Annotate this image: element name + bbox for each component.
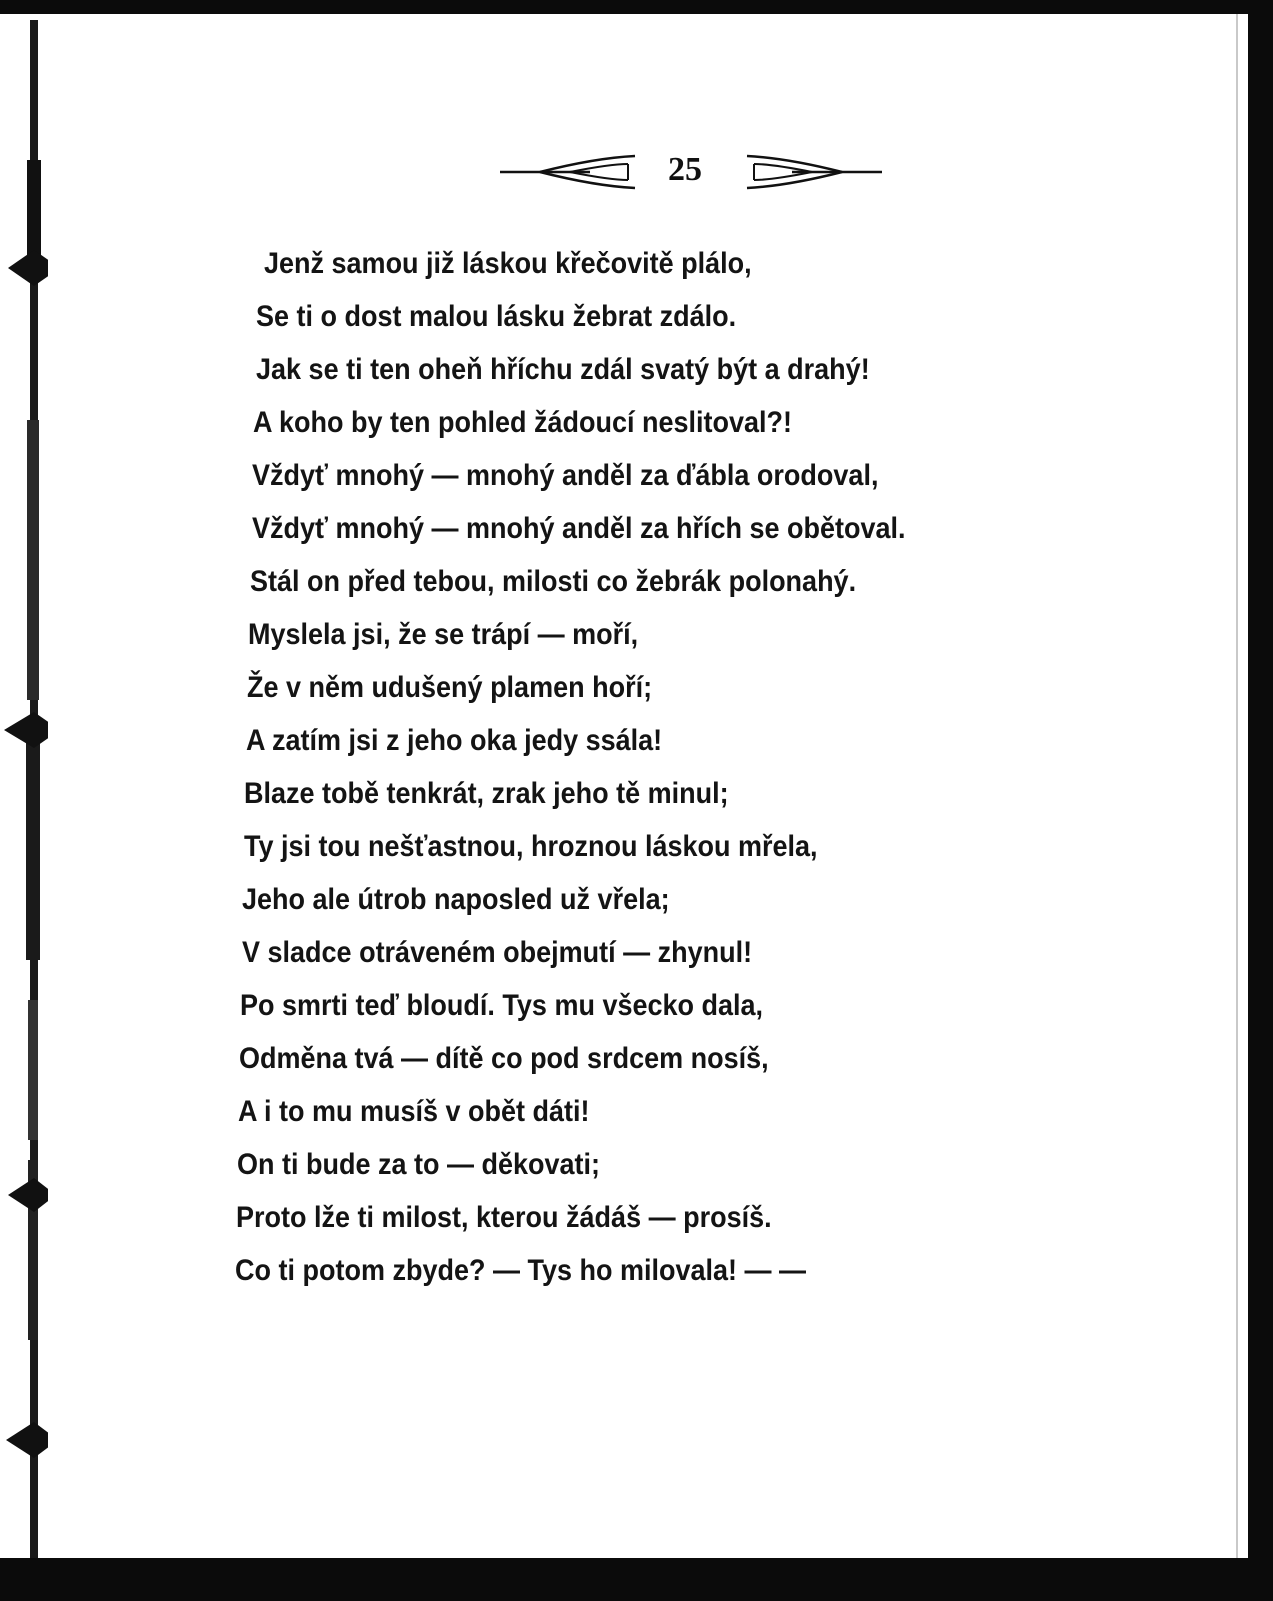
poem-line: Jak se ti ten oheň hříchu zdál svatý být a drahý! [256,353,870,386]
poem-line: Ty jsi tou nešťastnou, hroznou láskou mřela, [244,830,818,863]
poem-line: A i to mu musíš v obět dáti! [238,1095,590,1128]
poem-line: V sladce otráveném obejmutí — zhynul! [242,936,753,969]
page-number: 25 [668,151,702,188]
poem-line: Jenž samou již láskou křečovitě plálo, [264,247,752,280]
poem-line: A zatím jsi z jeho oka jedy ssála! [246,724,663,757]
poem-line: Stál on před tebou, milosti co žebrák polonahý. [250,565,857,598]
poem-line: Blaze tobě tenkrát, zrak jeho tě minul; [244,777,729,810]
poem-line: Myslela jsi, že se trápí — moří, [248,618,639,651]
poem-line: Vždyť mnohý — mnohý anděl za hřích se obětoval. [252,512,906,545]
poem-line: Co ti potom zbyde? — Tys ho milovala! — — [235,1254,807,1287]
poem-line: Po smrti teď bloudí. Tys mu všecko dala, [240,989,764,1022]
poem-line: Vždyť mnohý — mnohý anděl za ďábla orodoval, [252,459,879,492]
poem-line: Že v něm udušený plamen hoří; [247,671,653,704]
poem-line: A koho by ten pohled žádoucí neslitoval?! [253,406,793,439]
poem-line: On ti bude za to — děkovati; [237,1148,601,1181]
poem-line: Proto lže ti milost, kterou žádáš — prosíš. [236,1201,772,1234]
poem-line: Jeho ale útrob naposled už vřela; [242,883,670,916]
poem-line: Se ti o dost malou lásku žebrat zdálo. [256,300,737,333]
poem-line: Odměna tvá — dítě co pod srdcem nosíš, [239,1042,769,1075]
